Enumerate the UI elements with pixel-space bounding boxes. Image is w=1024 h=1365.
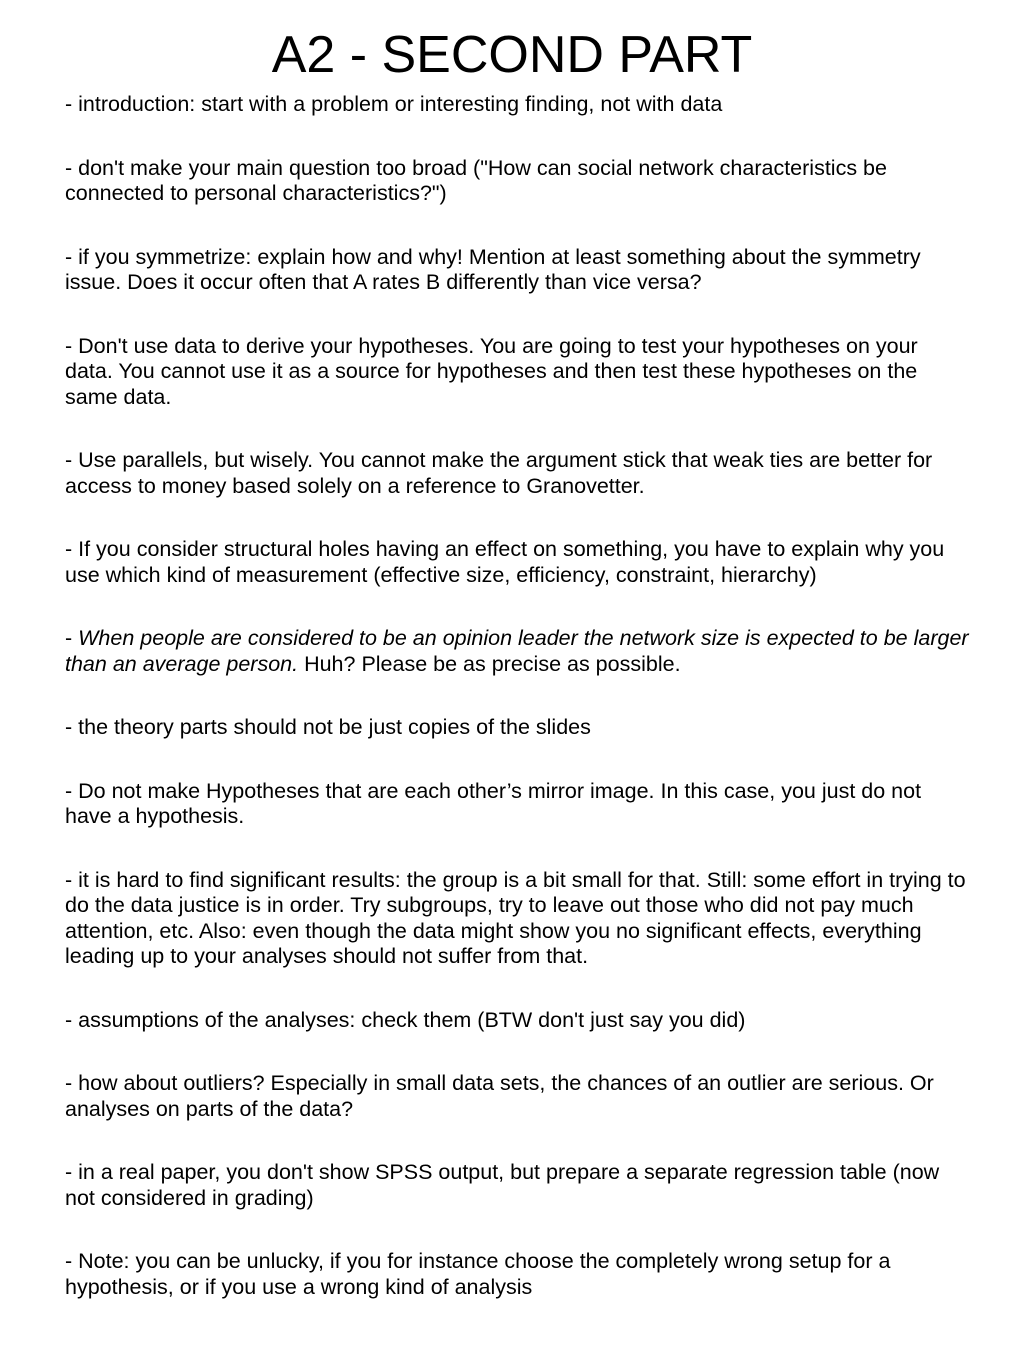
slide-title: A2 - SECOND PART xyxy=(271,26,753,84)
note-item: - the theory parts should not be just copies of the slides xyxy=(65,715,591,739)
note-item: - if you symmetrize: explain how and why! Mention at least something about the symmetry issue. Does it occur often that A rates B differently than vice versa? xyxy=(65,244,921,294)
note-item: - in a real paper, you don't show SPSS output, but prepare a separate regression table (now not considered in grading) xyxy=(65,1160,940,1210)
note-item: - Use parallels, but wisely. You cannot make the argument stick that weak ties are better for access to money based solely on a reference to Granovetter. xyxy=(65,448,933,498)
note-item: - don't make your main question too broad ("How can social network characteristics be connected to personal characteristics?") xyxy=(65,155,887,205)
note-item: - Note: you can be unlucky, if you for instance choose the completely wrong setup for a hypothesis, or if you use a wrong kind of analysis xyxy=(65,1249,891,1299)
note-item: - Don't use data to derive your hypotheses. You are going to test your hypotheses on your data. You cannot use it as a source for hypotheses and then test these hypotheses on the same data. xyxy=(65,333,918,409)
note-item: - Do not make Hypotheses that are each other’s mirror image. In this case, you just do not have a hypothesis. xyxy=(65,778,922,828)
note-comment: Huh? Please be as precise as possible. xyxy=(298,651,681,676)
note-item: - introduction: start with a problem or interesting finding, not with data xyxy=(65,92,723,116)
note-item: - how about outliers? Especially in small data sets, the chances of an outlier are serious. Or analyses on parts of the data? xyxy=(65,1071,934,1121)
note-item: - assumptions of the analyses: check them (BTW don't just say you did) xyxy=(65,1007,746,1032)
note-prefix: - xyxy=(65,626,79,650)
feedback-notes-list xyxy=(65,92,970,1338)
note-item: - it is hard to find significant results: the group is a bit small for that. Still: some effort in trying to do the data justice is in order. Try subgroups, try to leave out those who did not pay much attention, etc. Also: even though the data might show you no significant effects, everything leading up to your analyses should not suffer from that. xyxy=(65,867,966,968)
note-item-quoted xyxy=(65,626,970,677)
quoted-example: When people are considered to be an opinion leader the network size is expected to be larger than an average person. xyxy=(65,626,969,676)
note-item: - If you consider structural holes having an effect on something, you have to explain why you use which kind of measurement (effective size, efficiency, constraint, hierarchy) xyxy=(65,537,945,587)
